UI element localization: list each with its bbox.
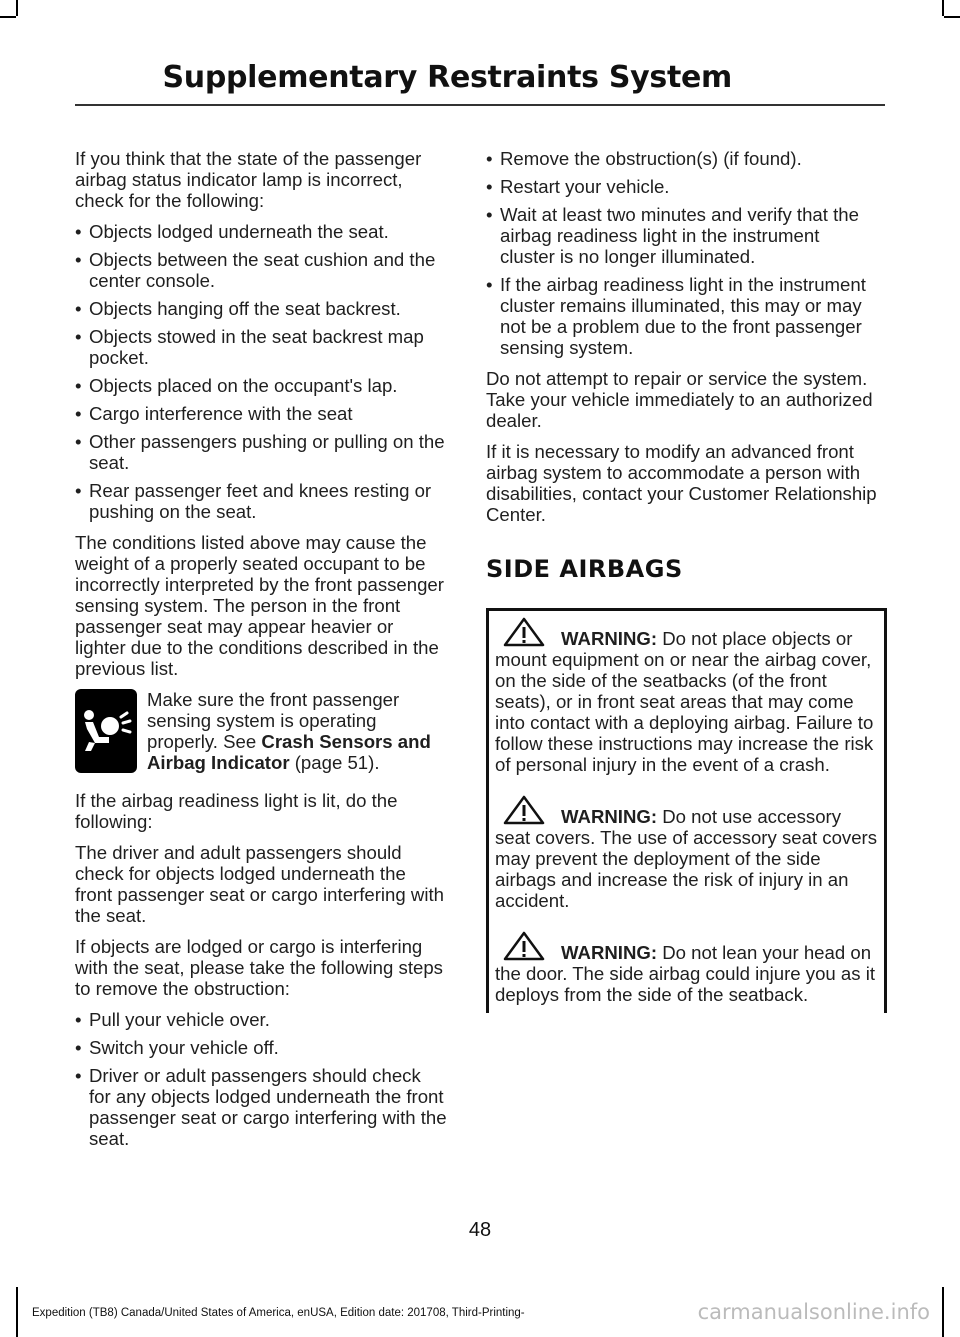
steps-list-continued	[486, 148, 878, 358]
list-item: • Remove the obstruction(s) (if found).	[486, 148, 878, 169]
list-item: • If the airbag readiness light in the instrument cluster remains illuminated, this may or may not be a problem due to the front passenger sensing system.	[486, 274, 878, 358]
warning-block	[495, 931, 878, 1005]
list-item: • Objects stowed in the seat backrest map pocket.	[75, 326, 447, 368]
warning-block	[495, 617, 878, 775]
warning-triangle-icon	[501, 617, 547, 647]
readiness-intro: If the airbag readiness light is lit, do the following:	[75, 790, 398, 832]
crop-mark	[16, 0, 18, 16]
page-reference: (page 51).	[289, 752, 380, 773]
airbag-icon	[75, 689, 137, 773]
right-column	[486, 148, 878, 1013]
warning-triangle-icon	[501, 795, 547, 825]
list-item: • Rear passenger feet and knees resting or pushing on the seat.	[75, 480, 447, 522]
list-item: • Switch your vehicle off.	[75, 1037, 447, 1058]
list-item: • Restart your vehicle.	[486, 176, 878, 197]
page-number: 48	[468, 1219, 492, 1241]
crop-mark	[0, 16, 16, 18]
repair-paragraph: Do not attempt to repair or service the system. Take your vehicle immediately to an authorized dealer.	[486, 368, 873, 431]
list-item: • Other passengers pushing or pulling on the seat.	[75, 431, 447, 473]
crop-mark	[942, 0, 944, 16]
warning-label: WARNING:	[561, 806, 658, 827]
crop-mark	[16, 1287, 18, 1337]
warning-block	[495, 795, 878, 911]
warning-label: WARNING:	[561, 628, 658, 649]
warning-label: WARNING:	[561, 942, 658, 963]
modify-paragraph: If it is necessary to modify an advanced front airbag system to accommodate a person with disabilities, contact your Customer Relationship Center.	[486, 441, 877, 525]
list-item: • Objects hanging off the seat backrest.	[75, 298, 447, 319]
list-item: • Cargo interference with the seat	[75, 403, 447, 424]
left-column	[75, 148, 447, 1159]
check-list	[75, 221, 447, 522]
driver-paragraph: The driver and adult passengers should check for objects lodged underneath the front passenger seat or cargo interfering with the seat.	[75, 842, 444, 926]
objects-paragraph: If objects are lodged or cargo is interfering with the seat, please take the following steps to remove the obstruction:	[75, 936, 443, 999]
crop-mark	[942, 1287, 944, 1337]
section-heading: SIDE AIRBAGS	[486, 555, 683, 583]
conditions-paragraph: The conditions listed above may cause the weight of a properly seated occupant to be incorrectly interpreted by the front passenger sensing system. The person in the front passenger seat may appear heavier or lighter due to the conditions described in the previous list.	[75, 532, 444, 679]
steps-list	[75, 1009, 447, 1149]
list-item: • Objects placed on the occupant's lap.	[75, 375, 447, 396]
list-item: • Pull your vehicle over.	[75, 1009, 447, 1030]
list-item: • Objects between the seat cushion and the center console.	[75, 249, 447, 291]
watermark: carmanualsonline.info	[697, 1300, 930, 1324]
warning-text: Do not use accessory seat covers. The use of accessory seat covers may prevent the deployment of the side airbags and increase the risk of injury in an accident.	[495, 806, 878, 911]
warning-triangle-icon	[501, 931, 547, 961]
list-item: • Driver or adult passengers should check for any objects lodged underneath the front passenger seat or cargo interfering with the seat.	[75, 1065, 447, 1149]
crop-mark	[944, 16, 960, 18]
list-item: • Wait at least two minutes and verify that the airbag readiness light in the instrument cluster is no longer illuminated.	[486, 204, 878, 267]
warning-text: Do not place objects or mount equipment on or near the airbag cover, on the side of the seatbacks (of the front seats), or in front seat areas that may come into contact with a deploying airbag. Failure to follow these instructions may increase the risk of personal injury in the event of a crash.	[495, 628, 874, 775]
airbag-note-text: Make sure the front passenger sensing system is operating properly. See	[147, 689, 400, 752]
edition-footer: Expedition (TB8) Canada/United States of America, enUSA, Edition date: 201708, Third-Printing-	[32, 1307, 525, 1319]
title-divider	[75, 104, 885, 106]
cross-reference-link[interactable]: Crash Sensors and Airbag Indicator	[147, 731, 431, 773]
intro-paragraph: If you think that the state of the passenger airbag status indicator lamp is incorrect, check for the following:	[75, 148, 422, 211]
page-title: Supplementary Restraints System	[162, 60, 732, 95]
airbag-note	[75, 689, 447, 775]
warning-text: Do not lean your head on the door. The side airbag could injure you as it deploys from the side of the seatback.	[495, 942, 876, 1005]
list-item: • Objects lodged underneath the seat.	[75, 221, 447, 242]
warning-box	[486, 608, 887, 1013]
